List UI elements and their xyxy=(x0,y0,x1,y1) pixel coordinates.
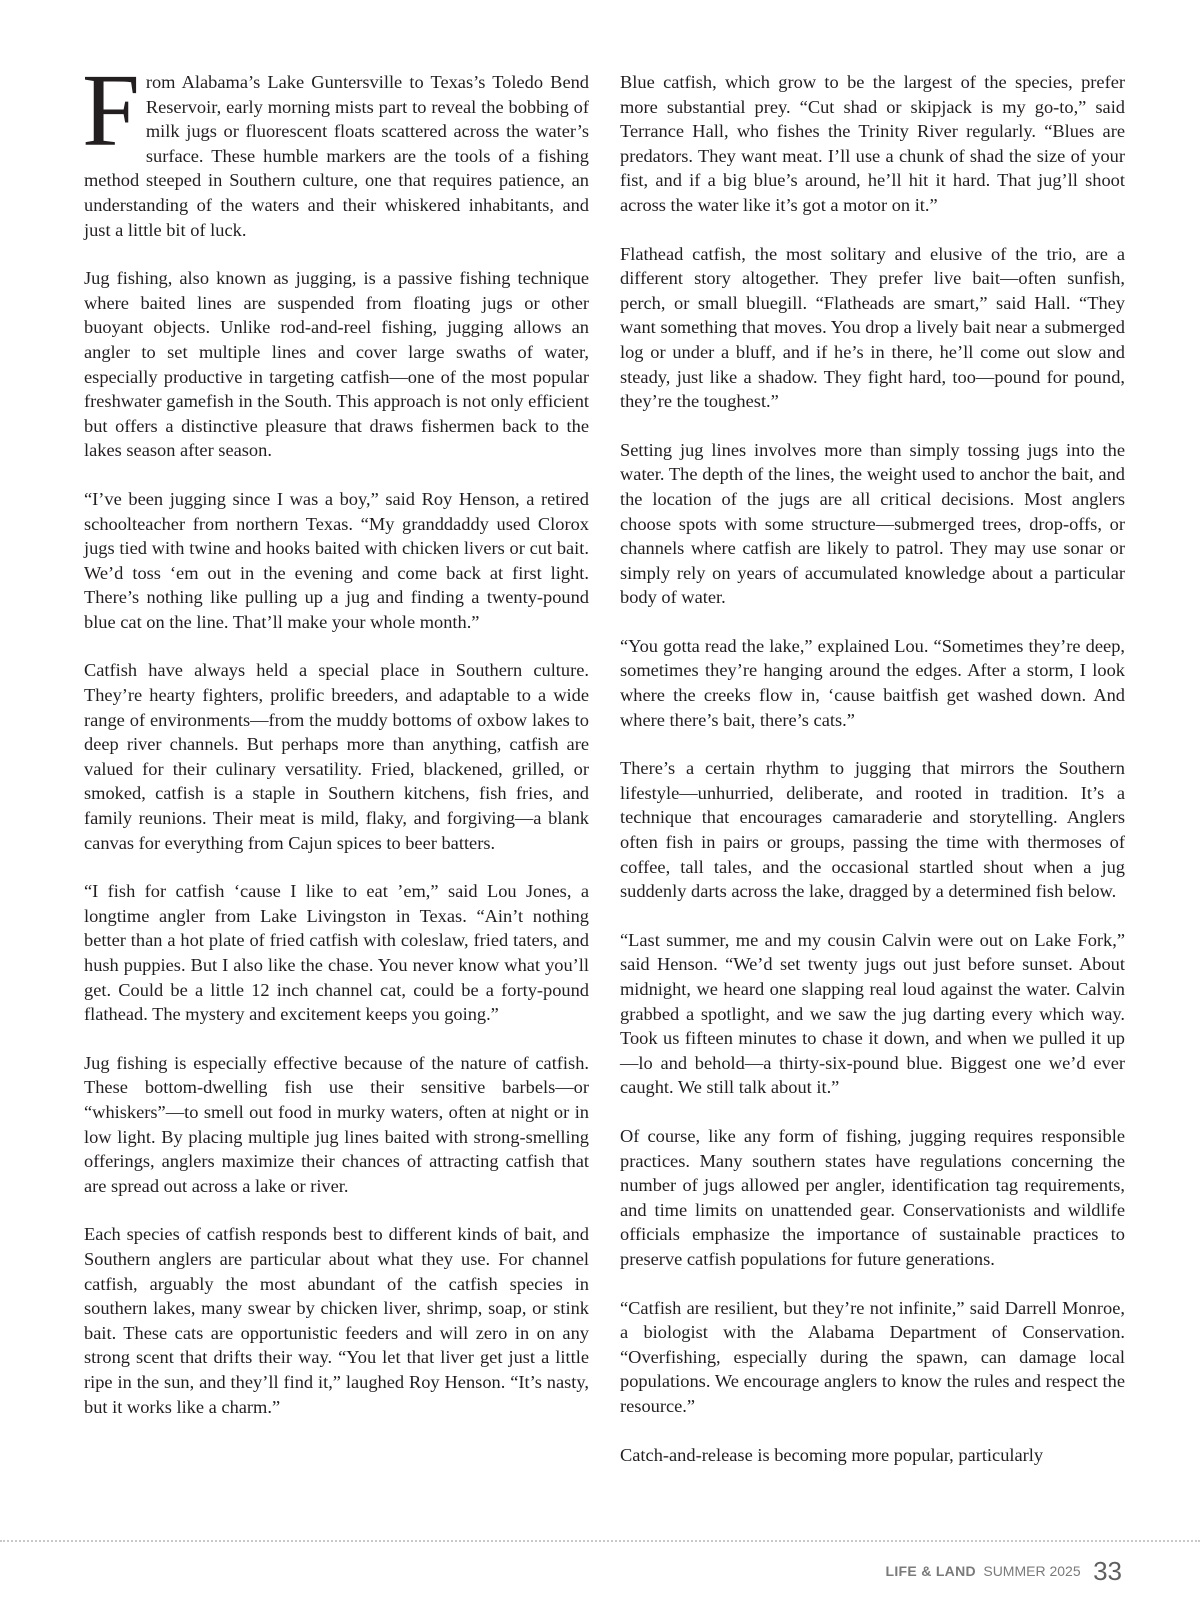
issue-label: SUMMER 2025 xyxy=(983,1563,1081,1579)
right-column xyxy=(620,70,1125,1491)
body-paragraph: “Last summer, me and my cousin Calvin were out on Lake Fork,” said Henson. “We’d set twenty jugs out just before sunset. About midnight, we heard one slapping real loud against the water. Calvin grabbed a spotlight, and we saw the jug darting every which way. Took us fifteen minutes to chase it down, and when we pulled it up—lo and behold—a thirty-six-pound blue. Biggest one we’d ever caught. We still talk about it.” xyxy=(620,929,1125,1098)
left-column xyxy=(82,53,589,1443)
body-paragraph: Blue catfish, which grow to be the largest of the species, prefer more substantial prey. “Cut shad or skipjack is my go-to,” said Terrance Hall, who fishes the Trinity River regularly. “Blues are predators. They want meat. I’ll use a chunk of shad the size of your fist, and if a big blue’s around, he’ll hit it hard. That jug’ll shoot across the water like it’s got a motor on it.” xyxy=(620,72,1125,215)
body-paragraph: Jug fishing is especially effective because of the nature of catfish. These bottom-dwelling fish use their sensitive barbels—or “whiskers”—to smell out food in murky waters, often at night or in low light. By placing multiple jug lines baited with strong-smelling offerings, anglers maximize their chances of attracting catfish that are spread out across a lake or river. xyxy=(84,1052,589,1196)
body-paragraph: “Catfish are resilient, but they’re not infinite,” said Darrell Monroe, a biologist with the Alabama Department of Conservation. “Overfishing, especially during the spawn, can damage local populations. We encourage anglers to know the rules and respect the resource.” xyxy=(620,1297,1125,1416)
body-paragraph: Catfish have always held a special place in Southern culture. They’re hearty fighters, prolific breeders, and adaptable to a wide range of environments—from the muddy bottoms of oxbow lakes to deep river channels. But perhaps more than anything, catfish are valued for their culinary versatility. Fried, blackened, grilled, or smoked, catfish is a staple in Southern kitchens, fish fries, and family reunions. Their meat is mild, flaky, and forgiving—a blank canvas for everything from Cajun spices to beer batters. xyxy=(84,660,589,853)
body-paragraph: Flathead catfish, the most solitary and elusive of the trio, are a different story altogether. They prefer live bait—often sunfish, perch, or small bluegill. “Flatheads are smart,” said Hall. “They want something that moves. You drop a lively bait near a submerged log or under a bluff, and if he’s in there, he’ll come out slow and steady, just like a shadow. They fight hard, too—pound for pound, they’re the toughest.” xyxy=(620,243,1125,412)
drop-cap: F xyxy=(82,53,140,168)
body-paragraph: Each species of catfish responds best to different kinds of bait, and Southern anglers are particular about what they use. For channel catfish, arguably the most abundant of the catfish species in southern lakes, many swear by chicken liver, shrimp, soap, or stink bait. These cats are opportunistic feeders and will zero in on any strong scent that drifts their way. “You let that liver get just a little ripe in the sun, and they’ll find it,” laughed Roy Henson. “It’s nasty, but it works like a charm.” xyxy=(84,1224,589,1417)
magazine-name: LIFE & LAND xyxy=(885,1563,976,1579)
intro-paragraph xyxy=(82,53,589,242)
page-footer xyxy=(886,1556,1123,1587)
body-paragraph: “You gotta read the lake,” explained Lou. “Sometimes they’re deep, sometimes they’re hanging around the edges. After a storm, I look where the creeks flow in, ‘cause baitfish get washed down. And where there’s bait, there’s cats.” xyxy=(620,635,1125,730)
body-paragraph: “I’ve been jugging since I was a boy,” said Roy Henson, a retired schoolteacher from northern Texas. “My granddaddy used Clorox jugs tied with twine and hooks baited with chicken livers or cut bait. We’d toss ‘em out in the evening and come back at first light. There’s nothing like pulling up a jug and finding a twenty-pound blue cat on the line. That’ll make your whole month.” xyxy=(84,488,589,632)
body-paragraph: “I fish for catfish ‘cause I like to eat ’em,” said Lou Jones, a longtime angler from Lake Livingston in Texas. “Ain’t nothing better than a hot plate of fried catfish with coleslaw, fried taters, and hush puppies. But I also like the chase. You never know what you’ll get. Could be a little 12 inch channel cat, could be a forty-pound flathead. The mystery and excitement keeps you going.” xyxy=(84,881,589,1025)
body-paragraph: Jug fishing, also known as jugging, is a passive fishing technique where baited lines are suspended from floating jugs or other buoyant objects. Unlike rod-and-reel fishing, jugging allows an angler to set multiple lines and cover large swaths of water, especially productive in targeting catfish—one of the most popular freshwater gamefish in the South. This approach is not only efficient but offers a distinctive pleasure that draws fishermen back to the lakes season after season. xyxy=(84,268,589,461)
continued-paragraph: Catch-and-release is becoming more popular, particularly xyxy=(620,1444,1044,1465)
body-paragraph: Setting jug lines involves more than simply tossing jugs into the water. The depth of the lines, the weight used to anchor the bait, and the location of the jugs are all critical decisions. Most anglers choose spots with some structure—submerged trees, drop-offs, or channels where catfish are likely to patrol. They may use sonar or simply rely on years of accumulated knowledge about a particular body of water. xyxy=(620,439,1125,608)
footer-divider xyxy=(0,1540,1200,1542)
intro-text: rom Alabama’s Lake Guntersville to Texas’s Toledo Bend Reservoir, early morning mists part to reveal the bobbing of milk jugs or fluorescent floats scattered across the water’s surface. These humble markers are the tools of a fishing method steeped in Southern culture, one that requires patience, an understanding of the waters and their whiskered inhabitants, and just a little bit of luck. xyxy=(84,72,589,240)
body-paragraph: There’s a certain rhythm to jugging that mirrors the Southern lifestyle—unhurried, deliberate, and rooted in tradition. It’s a technique that encourages camaraderie and storytelling. Anglers often fish in pairs or groups, passing the time with thermoses of coffee, tall tales, and the occasional startled shout when a jug suddenly darts across the lake, dragged by a determined fish below. xyxy=(620,758,1125,902)
page-number: 33 xyxy=(1093,1556,1122,1586)
body-paragraph: Of course, like any form of fishing, jugging requires responsible practices. Many southern states have regulations concerning the number of jugs allowed per angler, identification tag requirements, and time limits on unattended gear. Conservationists and wildlife officials emphasize the importance of sustainable practices to preserve catfish populations for future generations. xyxy=(620,1125,1125,1269)
